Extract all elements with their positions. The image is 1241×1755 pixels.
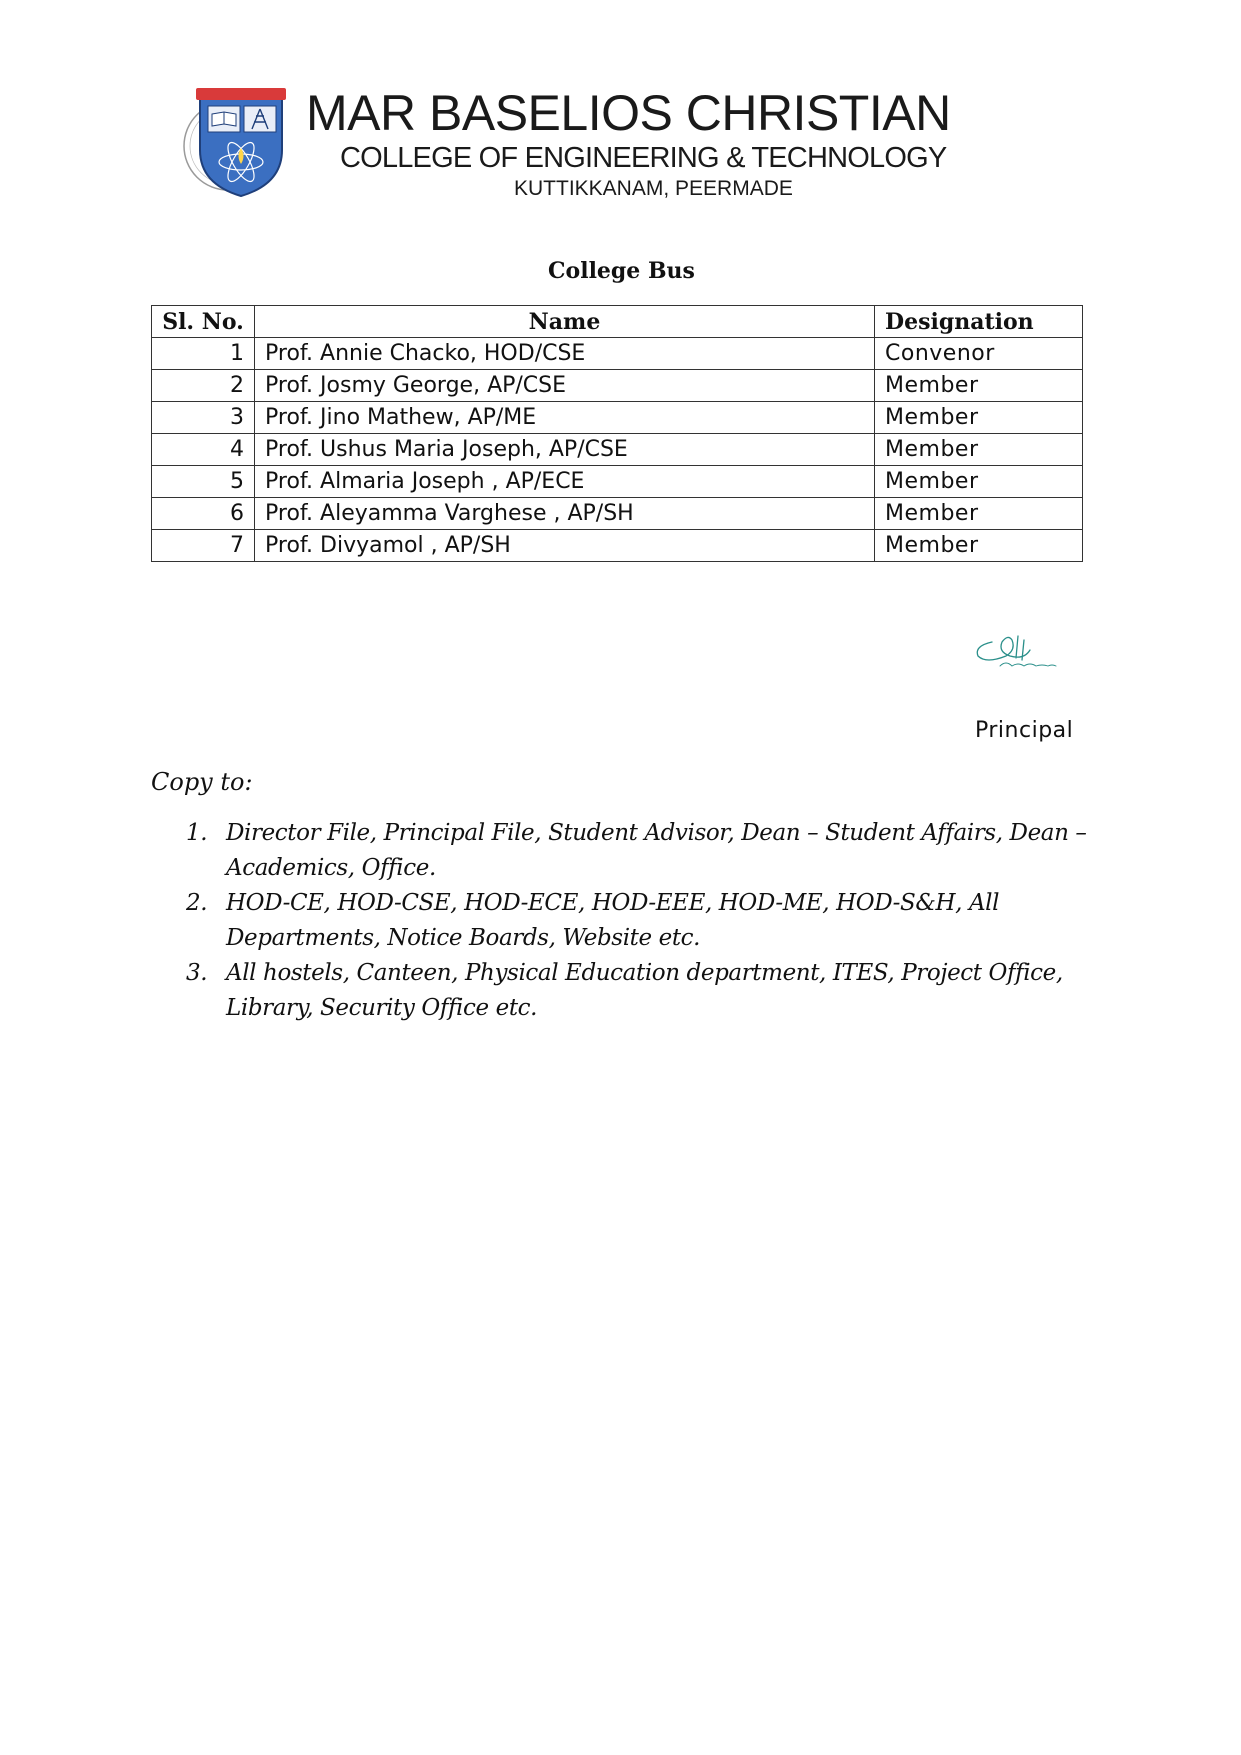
cell-name: Prof. Almaria Joseph , AP/ECE [255, 466, 875, 498]
cell-designation: Member [875, 402, 1083, 434]
list-item-text: HOD-CE, HOD-CSE, HOD-ECE, HOD-EEE, HOD-ME, HOD-S&H, All Departments, Notice Boards, Website etc. [226, 890, 1000, 951]
list-item-number: 3. [186, 960, 208, 986]
table-row [152, 370, 1083, 402]
copy-to-list [186, 816, 1126, 1026]
cell-designation: Member [875, 498, 1083, 530]
college-location: KUTTIKKANAM, PEERMADE [514, 177, 793, 200]
column-header-designation: Designation [875, 306, 1083, 338]
list-item-number: 1. [186, 820, 208, 846]
cell-name: Prof. Josmy George, AP/CSE [255, 370, 875, 402]
list-item-number: 2. [186, 890, 208, 916]
cell-sl-no: 5 [152, 466, 255, 498]
table-row [152, 338, 1083, 370]
cell-name: Prof. Jino Mathew, AP/ME [255, 402, 875, 434]
signatory-title: Principal [975, 718, 1074, 743]
college-subtitle: COLLEGE OF ENGINEERING & TECHNOLOGY [340, 142, 947, 174]
cell-name: Prof. Annie Chacko, HOD/CSE [255, 338, 875, 370]
committee-table [151, 305, 1083, 562]
cell-designation: Member [875, 434, 1083, 466]
copy-to-label: Copy to: [151, 768, 253, 796]
cell-designation: Member [875, 530, 1083, 562]
cell-sl-no: 6 [152, 498, 255, 530]
college-name: MAR BASELIOS CHRISTIAN [306, 85, 951, 141]
table-row [152, 530, 1083, 562]
cell-name: Prof. Aleyamma Varghese , AP/SH [255, 498, 875, 530]
cell-name: Prof. Ushus Maria Joseph, AP/CSE [255, 434, 875, 466]
cell-sl-no: 3 [152, 402, 255, 434]
college-emblem-logo [182, 84, 294, 200]
cell-sl-no: 1 [152, 338, 255, 370]
list-item [186, 956, 1126, 1026]
list-item [186, 886, 1126, 956]
cell-designation: Convenor [875, 338, 1083, 370]
cell-sl-no: 2 [152, 370, 255, 402]
column-header-sl-no: Sl. No. [152, 306, 255, 338]
document-heading: College Bus [548, 258, 695, 284]
list-item-text: Director File, Principal File, Student Advisor, Dean – Student Affairs, Dean – Academics, Office. [226, 820, 1087, 881]
table-row [152, 498, 1083, 530]
list-item [186, 816, 1126, 886]
principal-signature [972, 626, 1058, 672]
cell-designation: Member [875, 466, 1083, 498]
cell-sl-no: 7 [152, 530, 255, 562]
cell-name: Prof. Divyamol , AP/SH [255, 530, 875, 562]
list-item-text: All hostels, Canteen, Physical Education department, ITES, Project Office, Library, Security Office etc. [226, 960, 1063, 1021]
column-header-name: Name [255, 306, 875, 338]
table-row [152, 466, 1083, 498]
cell-sl-no: 4 [152, 434, 255, 466]
table-row [152, 434, 1083, 466]
table-header-row [152, 306, 1083, 338]
letterhead [182, 84, 1022, 204]
cell-designation: Member [875, 370, 1083, 402]
table-row [152, 402, 1083, 434]
